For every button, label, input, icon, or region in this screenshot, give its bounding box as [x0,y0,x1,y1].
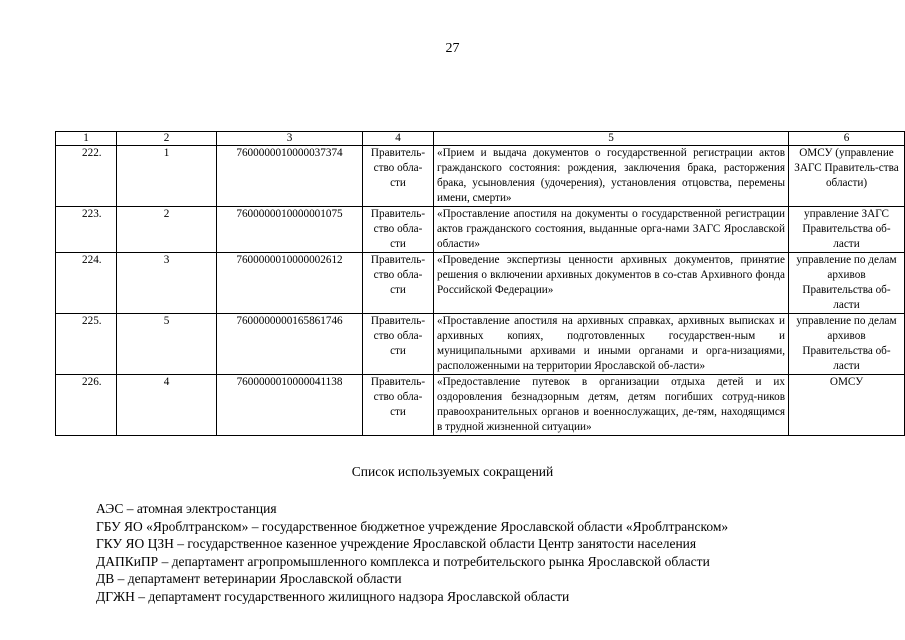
service-name: «Проставление апостиля на документы о государственной регистрации актов гражданского состояния, выданные орга-нами ЗАГС Ярославской области» [434,207,789,253]
row-number: 225. [56,314,117,375]
service-org: Правитель-ство обла-сти [363,207,434,253]
header-col-2: 2 [117,132,217,146]
service-code: 7600000010000041138 [217,375,363,436]
table-row [56,314,905,375]
service-responsible: ОМСУ [789,375,905,436]
page-number: 27 [445,41,460,56]
service-org: Правитель-ство обла-сти [363,253,434,314]
header-col-1: 1 [56,132,117,146]
service-org: Правитель-ство обла-сти [363,375,434,436]
table-row [56,253,905,314]
services-table [55,131,905,436]
service-responsible: ОМСУ (управление ЗАГС Правитель-ства области) [789,146,905,207]
row-number: 224. [56,253,117,314]
service-org: Правитель-ство обла-сти [363,314,434,375]
row-index: 2 [117,207,217,253]
service-code: 7600000000165861746 [217,314,363,375]
service-responsible: управление по делам архивов Правительства об-ласти [789,253,905,314]
abbreviation-item: АЭС – атомная электростанция [96,501,277,516]
header-col-5: 5 [434,132,789,146]
table-row [56,375,905,436]
abbreviation-item: ГКУ ЯО ЦЗН – государственное казенное учреждение Ярославской области Центр занятости населения [96,536,697,552]
abbreviations-list [96,500,728,606]
table-header-row [56,132,905,146]
abbreviation-item: ДВ – департамент ветеринарии Ярославской области [96,571,402,587]
row-number: 222. [56,146,117,207]
row-index: 3 [117,253,217,314]
service-code: 7600000010000037374 [217,146,363,207]
row-index: 4 [117,375,217,436]
row-number: 226. [56,375,117,436]
abbreviation-item: ГБУ ЯО «Яроблтранском» – государственное бюджетное учреждение Ярославской области «Яроблтранском» [96,518,729,534]
service-name: «Проставление апостиля на архивных справках, архивных выписках и архивных копиях, подготовленных государствен-ным и муниципальными архивами и иными органами и орга-низациями, расположенными на территории Ярославской об-ласти» [434,314,789,375]
service-responsible: управление по делам архивов Правительства об-ласти [789,314,905,375]
row-index: 1 [117,146,217,207]
header-col-3: 3 [217,132,363,146]
row-number: 223. [56,207,117,253]
service-name: «Предоставление путевок в организации отдыха детей и их оздоровления безнадзорным детям, детям погибших сотруд-ников правоохранительных органов и военнослужащих, де-тям, находящимся в трудной жизненной ситуации» [434,375,789,436]
abbreviation-item: ДАПКиПР – департамент агропромышленного комплекса и потребительского рынка Ярославской области [96,553,710,569]
table-row [56,207,905,253]
service-org: Правитель-ство обла-сти [363,146,434,207]
service-code: 7600000010000002612 [217,253,363,314]
abbreviation-item: ДГЖН – департамент государственного жилищного надзора Ярославской области [96,588,570,604]
row-index: 5 [117,314,217,375]
service-name: «Прием и выдача документов о государственной регистрации актов гражданского состояния: рождения, заключения брака, расторжения брака, усыновления (удочерения), установления отцовства, перемены имени, смерти» [434,146,789,207]
table-row [56,146,905,207]
abbreviations-title: Список используемых сокращений [351,464,554,479]
header-col-4: 4 [363,132,434,146]
service-code: 7600000010000001075 [217,207,363,253]
service-responsible: управление ЗАГС Правительства об-ласти [789,207,905,253]
header-col-6: 6 [789,132,905,146]
service-name: «Проведение экспертизы ценности архивных документов, принятие решения о включении архивных документов в со-став Архивного фонда Российской Федерации» [434,253,789,314]
